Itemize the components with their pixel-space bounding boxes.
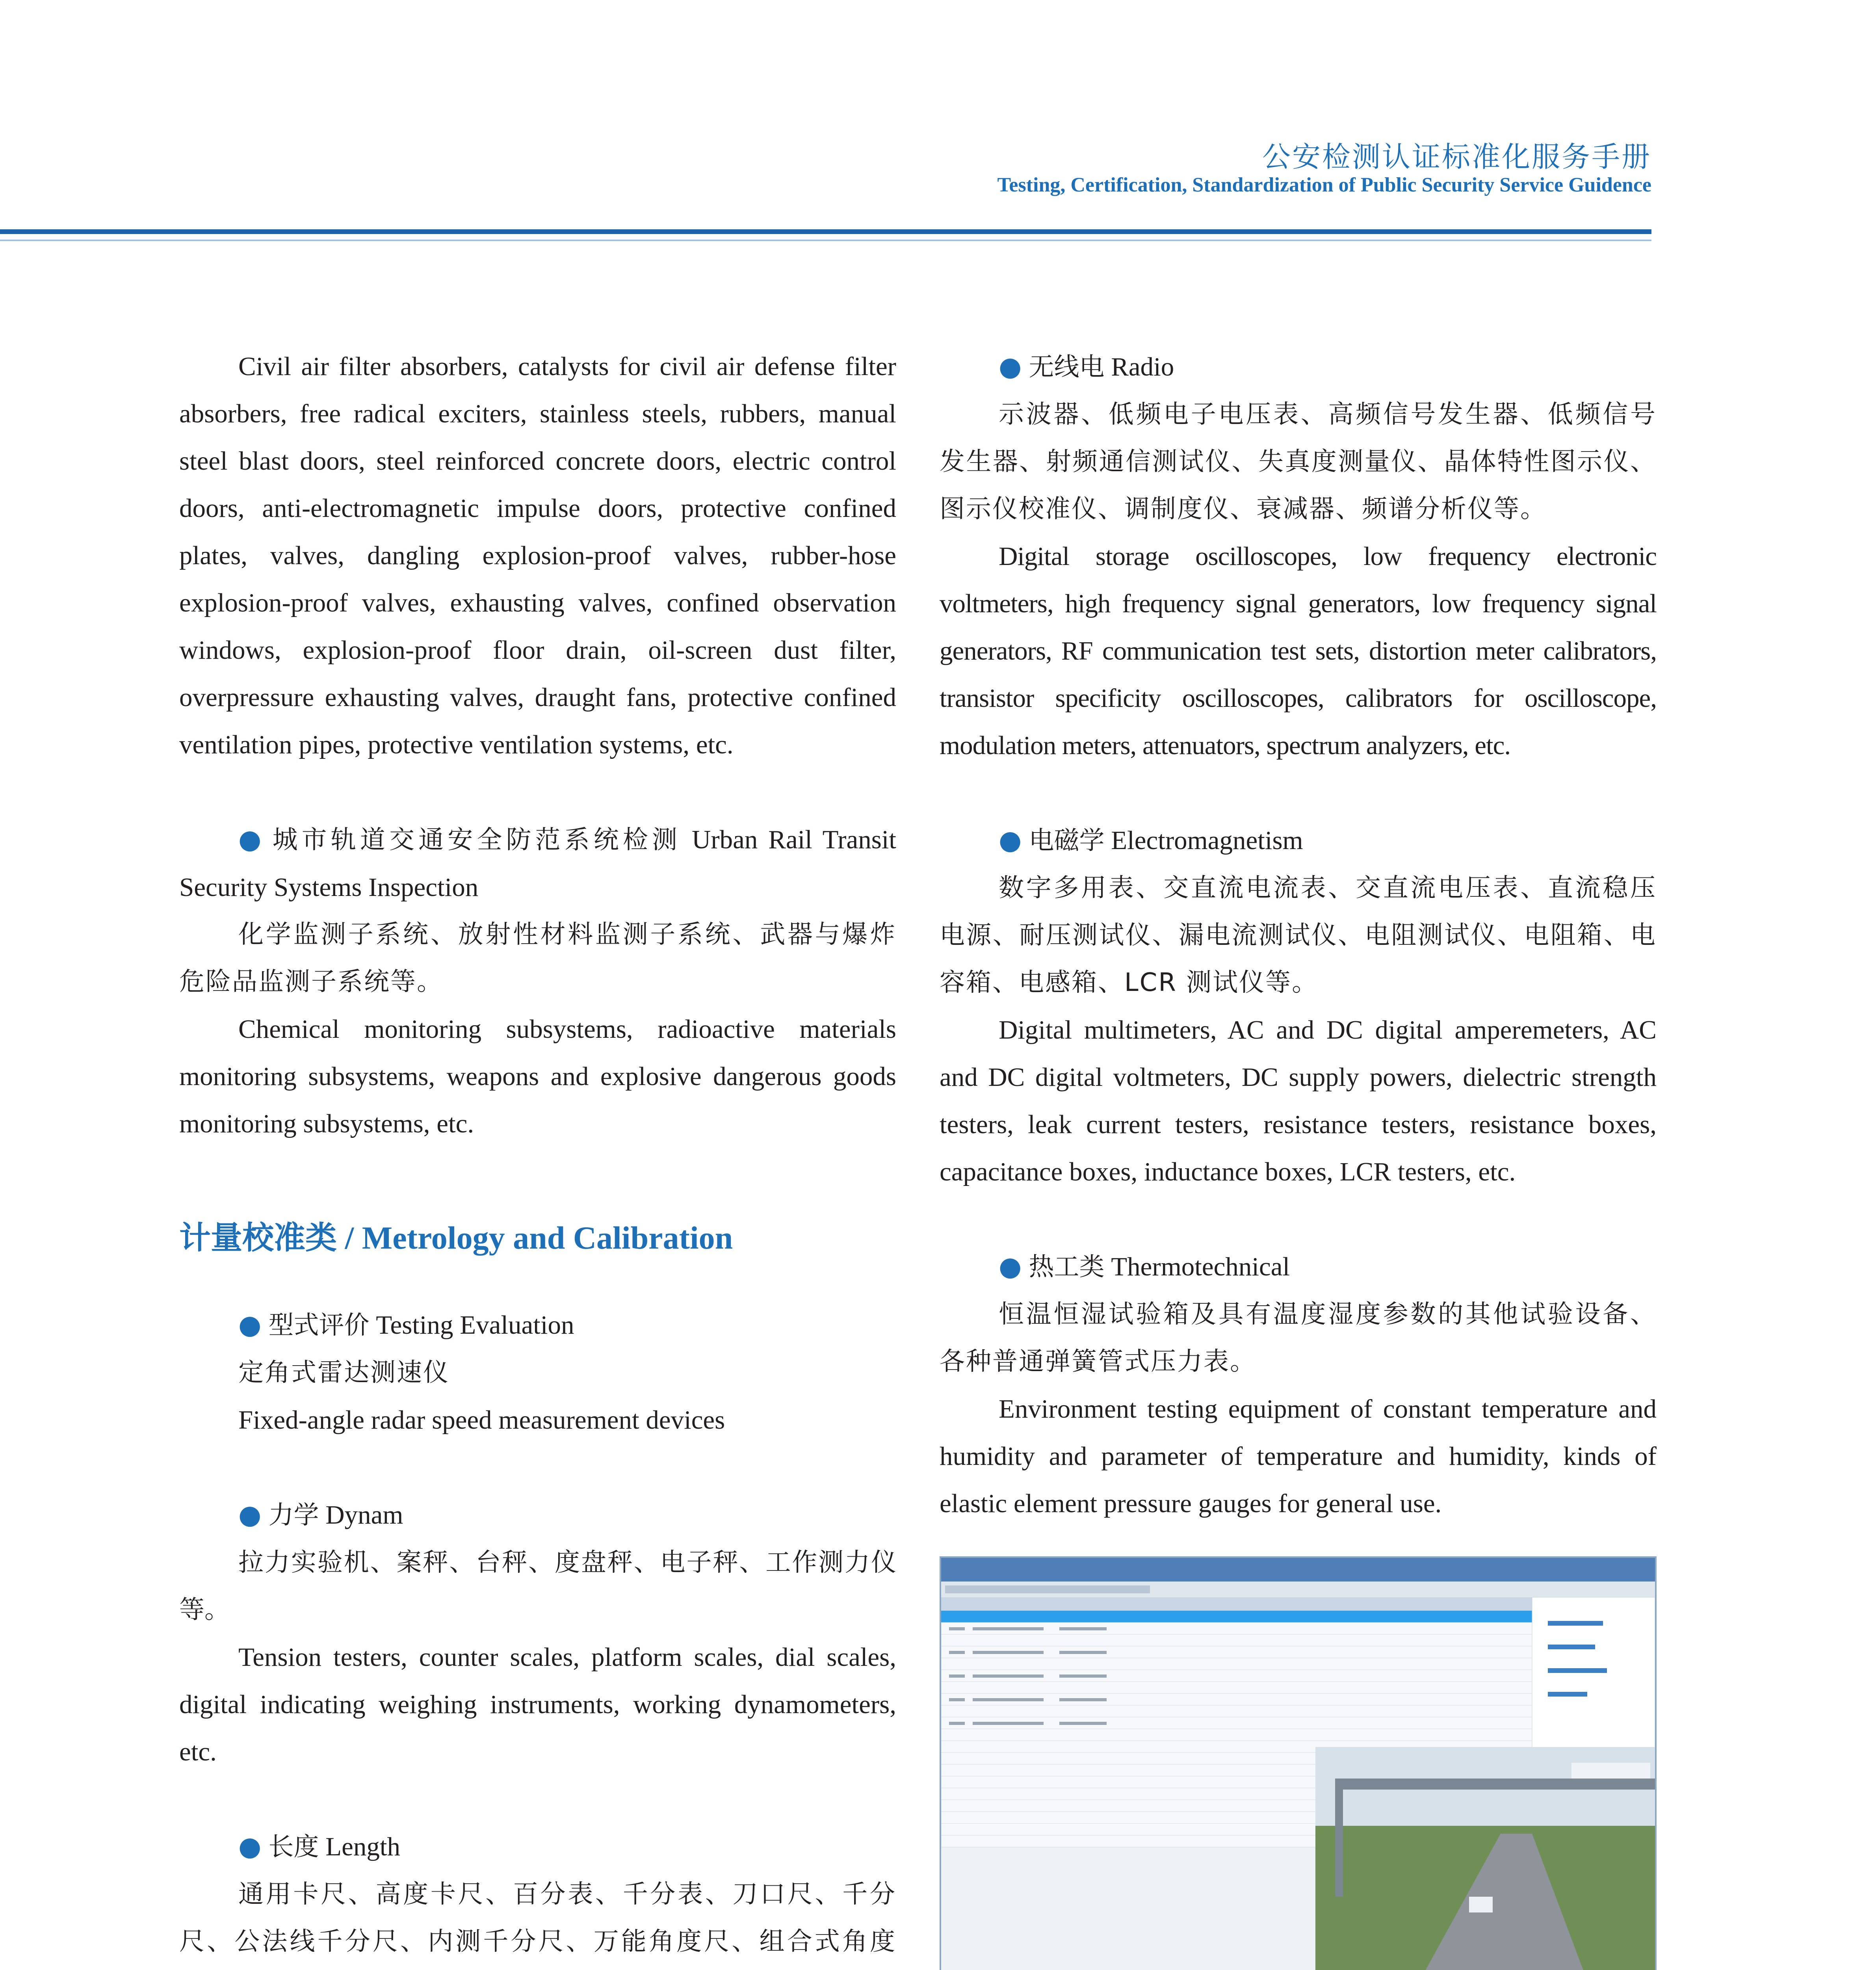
testing-evaluation-text-cn: 定角式雷达测速仪: [238, 1358, 449, 1387]
electromagnetism-heading-cn: 电磁学: [1029, 826, 1105, 855]
header-title-cn: 公安检测认证标准化服务手册: [1262, 140, 1651, 173]
dynam-heading-en: Dynam: [325, 1500, 403, 1530]
length-heading-cn: 长度: [268, 1832, 319, 1862]
header-title-en: Testing, Certification, Standardization of Public Security Service Guidence: [997, 174, 1651, 196]
dynam-heading: [179, 1491, 896, 1539]
radio-heading-en: Radio: [1111, 352, 1174, 381]
right-column: [940, 343, 1657, 1527]
section-heading-cn: 计量校准类: [179, 1219, 337, 1256]
section-heading-en: Metrology and Calibration: [362, 1220, 733, 1256]
dynam-heading-cn: 力学: [268, 1501, 319, 1530]
dynam-text-cn: 拉力实验机、案秤、台秤、度盘秤、电子秤、工作测力仪等。: [179, 1548, 896, 1624]
urban-rail-text-cn: 化学监测子系统、放射性材料监测子系统、武器与爆炸危险品监测子系统等。: [179, 920, 896, 996]
thermotechnical-heading: [940, 1243, 1657, 1291]
left-column: [179, 343, 896, 1970]
urban-rail-heading-en: Urban Rail Transit Security Systems Inspection: [179, 825, 896, 902]
urban-rail-heading: [179, 816, 896, 911]
length-heading-en: Length: [325, 1832, 400, 1861]
length-heading: [179, 1823, 896, 1871]
radio-text-cn: 示波器、低频电子电压表、高频信号发生器、低频信号发生器、射频通信测试仪、失真度测量仪、晶体特性图示仪、图示仪校准仪、调制度仪、衰减器、频谱分析仪等。: [940, 400, 1657, 524]
urban-rail-heading-cn: 城市轨道交通安全防范系统检测: [272, 825, 682, 855]
bullet-icon: ●: [238, 1499, 262, 1530]
bullet-icon: ●: [238, 1309, 262, 1340]
bullet-icon: ●: [999, 351, 1022, 382]
civil-air-paragraph: Civil air filter absorbers, catalysts for civil air defense filter absorbers, free radical exciters, stainless steels, rubbers, manual steel blast doors, steel reinforced concrete doors, electric control doors, anti-electromagnetic impulse doors, protective confined plates, valves, dangling explosion-proof valves, rubber-hose explosion-proof valves, exhausting valves, confined observation windows, explosion-proof floor drain, oil-screen dust filter, overpressure exhausting valves, draught fans, protective confined ventilation pipes, protective ventilation systems, etc.: [179, 352, 896, 759]
software-screenshot-figure: [940, 1556, 1657, 1970]
electromagnetism-text-cn: 数字多用表、交直流电流表、交直流电压表、直流稳压电源、耐压测试仪、漏电流测试仪、电阻测试仪、电阻箱、电容箱、电感箱、LCR 测试仪等。: [940, 873, 1657, 997]
testing-evaluation-heading: [179, 1301, 896, 1349]
bullet-icon: ●: [999, 1251, 1022, 1282]
testing-evaluation-heading-en: Testing Evaluation: [376, 1310, 574, 1340]
thermotechnical-text-cn: 恒温恒湿试验箱及具有温度湿度参数的其他试验设备、各种普通弹簧管式压力表。: [940, 1300, 1657, 1376]
electromagnetism-heading: [940, 816, 1657, 864]
electromagnetism-heading-en: Electromagnetism: [1111, 826, 1303, 855]
header-rule-thin: [0, 240, 1651, 241]
testing-evaluation-text-en: Fixed-angle radar speed measurement devices: [238, 1405, 725, 1435]
software-screenshot-drawing: [941, 1558, 1655, 1970]
bullet-icon: ●: [238, 1831, 262, 1862]
testing-evaluation-heading-cn: 型式评价: [268, 1311, 370, 1340]
thermotechnical-text-en: Environment testing equipment of constant temperature and humidity and parameter of temperature and humidity, kinds of elastic element pressure gauges for general use.: [940, 1394, 1657, 1518]
thermotechnical-heading-en: Thermotechnical: [1111, 1252, 1290, 1281]
urban-rail-text-en: Chemical monitoring subsystems, radioactive materials monitoring subsystems, weapons and explosive dangerous goods monitoring subsystems, etc.: [179, 1015, 896, 1138]
section-heading: [179, 1214, 896, 1262]
bullet-icon: ●: [999, 825, 1022, 855]
bullet-icon: ●: [238, 824, 266, 855]
section-heading-sep: /: [337, 1220, 362, 1256]
radio-heading-cn: 无线电: [1029, 353, 1105, 382]
length-text-cn: 通用卡尺、高度卡尺、百分表、千分表、刀口尺、千分尺、公法线千分尺、内测千分尺、万能角度尺、组合式角度: [179, 1880, 896, 1956]
electromagnetism-text-en: Digital multimeters, AC and DC digital amperemeters, AC and DC digital voltmeters, DC supply powers, dielectric strength testers, leak current testers, resistance testers, resistance boxes, capacitance boxes, inductance boxes, LCR testers, etc.: [940, 1015, 1657, 1186]
thermotechnical-heading-cn: 热工类: [1029, 1253, 1105, 1282]
header-rule-thick: [0, 229, 1651, 234]
radio-heading: [940, 343, 1657, 391]
dynam-text-en: Tension testers, counter scales, platform scales, dial scales, digital indicating weighing instruments, working dynamometers, etc.: [179, 1643, 896, 1766]
radio-text-en: Digital storage oscilloscopes, low frequency electronic voltmeters, high frequency signal generators, low frequency signal generators, RF communication test sets, distortion meter calibrators, transistor specificity oscilloscopes, calibrators for oscilloscope, modulation meters, attenuators, spectrum analyzers, etc.: [940, 542, 1657, 760]
